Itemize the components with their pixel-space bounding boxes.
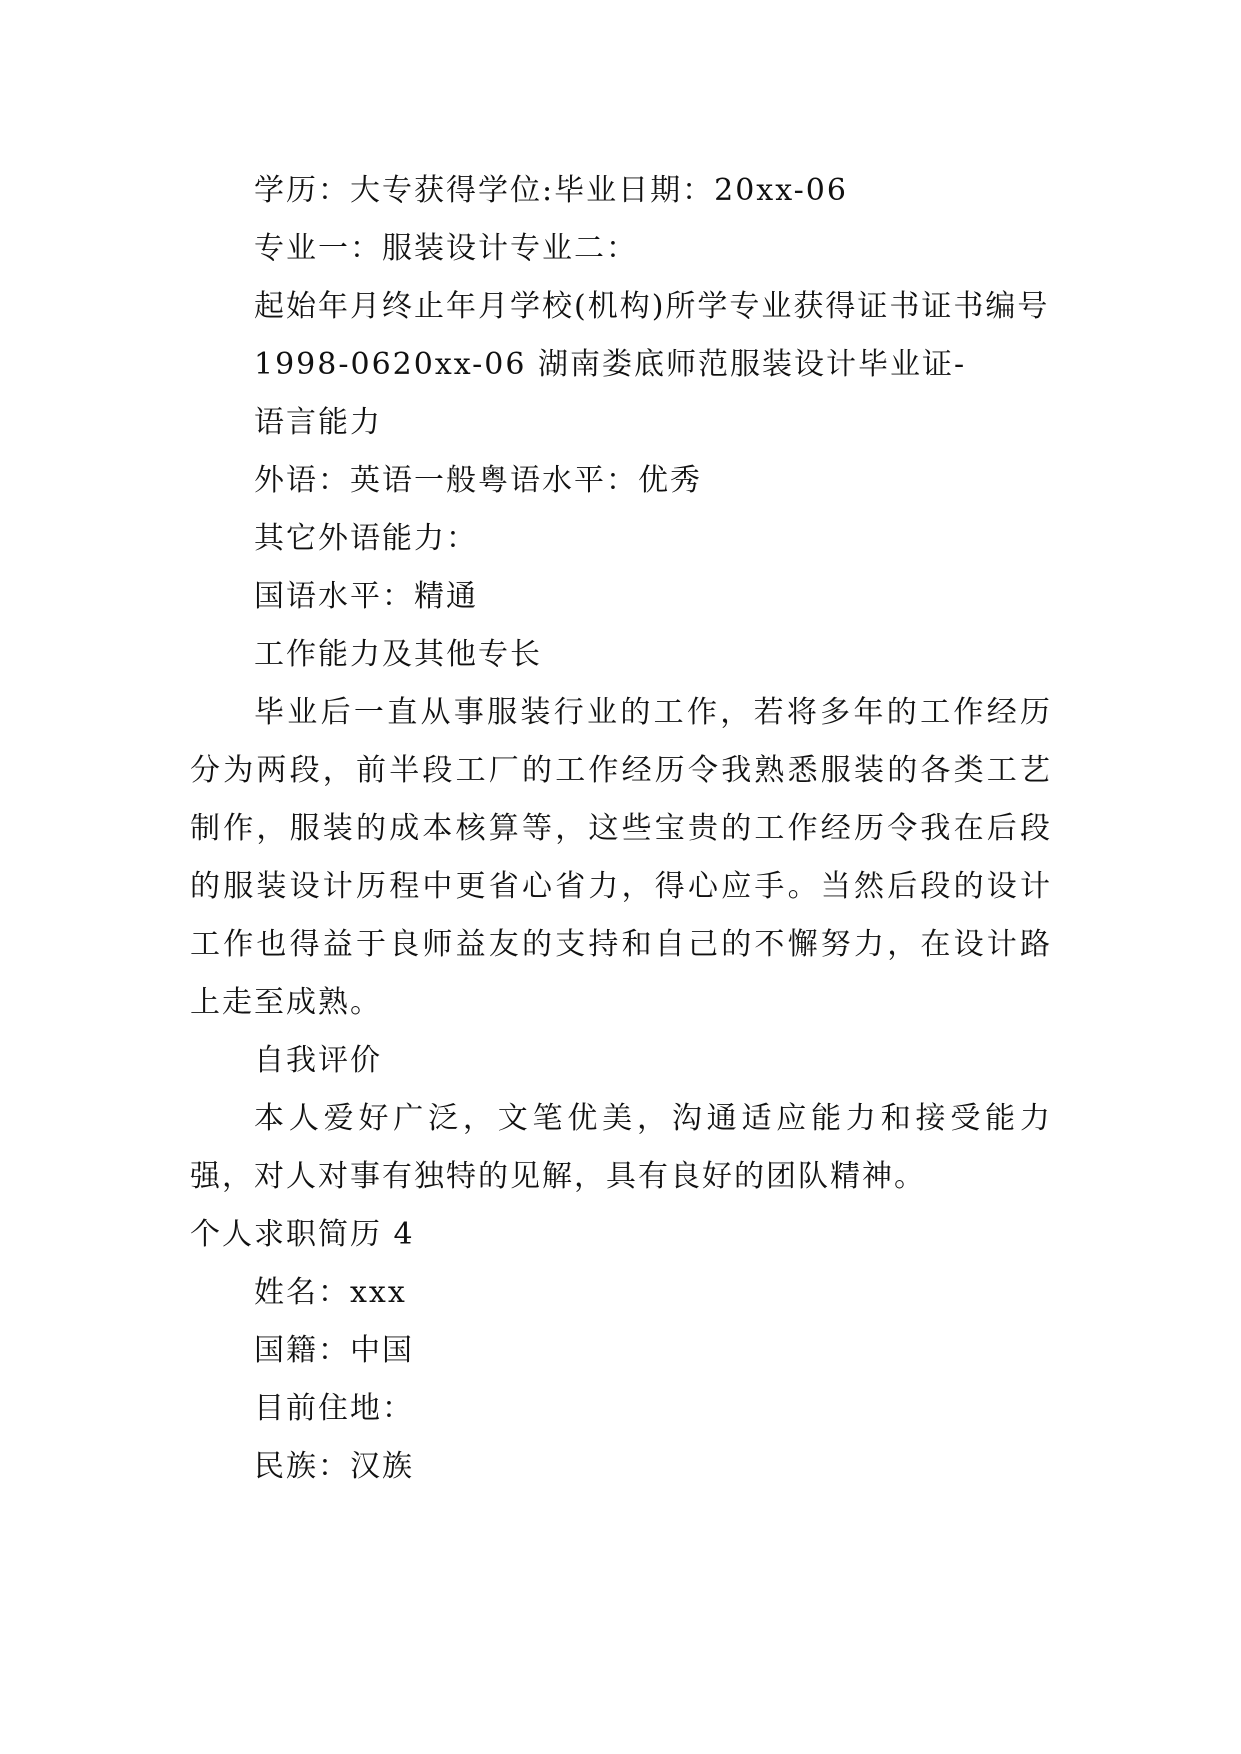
work-ability-paragraph: 毕业后一直从事服装行业的工作，若将多年的工作经历分为两段，前半段工厂的工作经历令我熟悉服装的各类工艺制作，服装的成本核算等，这些宝贵的工作经历令我在后段的服装设计历程中更省心省力，得心应手。当然后段的设计工作也得益于良师益友的支持和自己的不懈努力，在设计路上走至成熟。 [190,695,1052,1020]
name-line: 姓名：xxx [254,1275,407,1310]
work-ability-heading: 工作能力及其他专长 [254,637,542,672]
ethnicity-line: 民族：汉族 [254,1449,414,1484]
self-evaluation-heading: 自我评价 [254,1043,382,1078]
major-line: 专业一：服装设计专业二： [254,231,638,266]
nationality-line: 国籍：中国 [254,1333,414,1368]
self-evaluation-paragraph: 本人爱好广泛，文笔优美，沟通适应能力和接受能力强，对人对事有独特的见解，具有良好的团队精神。 [190,1101,1052,1194]
other-foreign-language-line: 其它外语能力： [254,521,478,556]
mandarin-level-line: 国语水平：精通 [254,579,478,614]
language-heading: 语言能力 [254,405,382,440]
foreign-language-line: 外语：英语一般粤语水平：优秀 [254,463,702,498]
section-title: 个人求职简历 4 [190,1217,415,1252]
education-table-header: 起始年月终止年月学校(机构)所学专业获得证书证书编号 [254,289,1050,324]
education-table-row: 1998-0620xx-06 湖南娄底师范服装设计毕业证- [254,347,967,382]
residence-line: 目前住地： [254,1391,414,1426]
document-body [190,162,1052,1496]
education-line: 学历：大专获得学位:毕业日期：20xx-06 [254,173,848,208]
